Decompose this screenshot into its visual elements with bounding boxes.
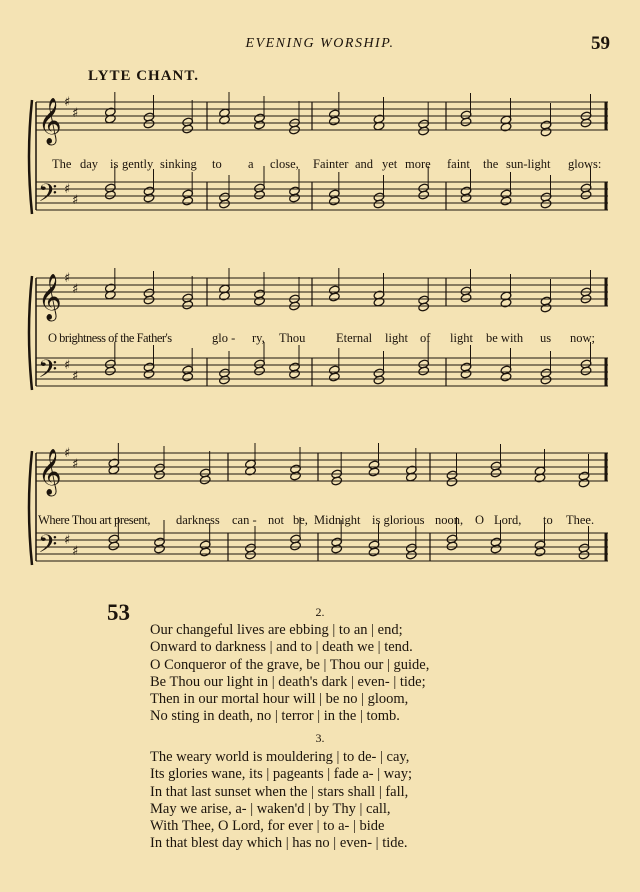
verse-line: In that blest day which | has no | even- | tide. <box>150 835 408 852</box>
system-brace <box>29 100 32 214</box>
verse-2 <box>150 622 429 726</box>
note-head <box>328 116 340 126</box>
lyric-word: Fainter <box>313 157 349 171</box>
note-head <box>104 190 116 200</box>
note-head <box>446 541 458 551</box>
lyric-word: can - <box>232 513 257 527</box>
sharp-icon: ♯ <box>72 193 79 208</box>
verse-3 <box>150 749 412 853</box>
verse-line: The weary world is mouldering | to de- | cay, <box>150 749 410 765</box>
lyric-word: close, <box>270 157 299 171</box>
verse-line: Then in our mortal hour will | be no | gloom, <box>150 691 409 708</box>
lyric-word: not <box>268 513 284 527</box>
note-head <box>182 124 194 134</box>
note-head <box>540 375 552 385</box>
note-head <box>245 550 257 560</box>
sharp-icon: ♯ <box>64 446 71 461</box>
note-head <box>373 199 385 209</box>
lyric-word: us <box>540 331 552 345</box>
lyric-word: be, <box>293 513 308 527</box>
note-head <box>182 300 194 310</box>
note-head <box>418 366 430 376</box>
sharp-icon: ♯ <box>72 282 79 297</box>
note-head <box>540 127 552 137</box>
note-head <box>580 366 592 376</box>
note-head <box>540 303 552 313</box>
verse-line: Be Thou our light in | death's dark | even- | tide; <box>150 673 426 690</box>
note-head <box>331 544 343 554</box>
system-brace <box>29 451 32 565</box>
note-head <box>460 193 472 203</box>
verse-line: Our changeful lives are ebbing | to an | end; <box>150 622 403 638</box>
note-head <box>154 470 166 480</box>
sharp-icon: ♯ <box>72 544 79 559</box>
lyric-word: Thee. <box>566 513 595 527</box>
lyric-word: sun-light <box>506 157 551 171</box>
note-head <box>580 190 592 200</box>
note-head <box>540 199 552 209</box>
lyric-word: is glorious <box>372 513 425 527</box>
note-head <box>254 120 266 130</box>
note-head <box>460 369 472 379</box>
lyric-word: O <box>475 513 485 527</box>
note-head <box>219 199 231 209</box>
note-head <box>254 366 266 376</box>
note-head <box>328 372 340 382</box>
verse-line: In that last sunset when the | stars shall | fall, <box>150 783 409 800</box>
note-head <box>418 302 430 312</box>
hymn-number: 53 <box>107 600 130 625</box>
lyric-word: Midnight <box>314 513 361 527</box>
note-head <box>104 366 116 376</box>
lyric-word: Lord, <box>494 513 522 527</box>
note-head <box>500 372 512 382</box>
note-head <box>143 295 155 305</box>
bass-clef-icon: 𝄢 <box>38 530 58 565</box>
lyric-word: and <box>355 157 374 171</box>
note-head <box>446 477 458 487</box>
note-head <box>490 468 502 478</box>
sharp-icon: ♯ <box>64 271 71 286</box>
note-head <box>219 375 231 385</box>
lyric-word: more <box>405 157 431 171</box>
note-head <box>143 369 155 379</box>
note-head <box>154 544 166 554</box>
lyric-word: be with <box>486 331 524 345</box>
sharp-icon: ♯ <box>72 106 79 121</box>
lyric-word: yet <box>382 157 398 171</box>
note-head <box>418 126 430 136</box>
note-head <box>490 544 502 554</box>
system-brace <box>29 276 32 390</box>
verse-line: May we arise, a- | waken'd | by Thy | call, <box>150 800 391 817</box>
lyric-word: glows: <box>568 157 602 171</box>
sharp-icon: ♯ <box>64 182 71 197</box>
lyric-word: is <box>110 157 119 171</box>
lyric-word: a <box>248 157 254 171</box>
note-head <box>182 196 194 206</box>
verse-number: 2. <box>315 605 325 619</box>
note-head <box>108 541 120 551</box>
verse-number: 3. <box>315 731 325 745</box>
tune-name: LYTE CHANT. <box>88 68 200 84</box>
sharp-icon: ♯ <box>72 457 79 472</box>
bass-clef-icon: 𝄢 <box>38 355 58 390</box>
lyric-word: light <box>450 331 473 345</box>
note-head <box>143 193 155 203</box>
lyric-word: Eternal <box>336 331 373 345</box>
lyric-word: noon, <box>435 513 464 527</box>
note-head <box>328 292 340 302</box>
sharp-icon: ♯ <box>64 358 71 373</box>
lyric-word: ry, <box>252 331 265 345</box>
note-head <box>199 475 211 485</box>
treble-clef-icon: 𝄞 <box>38 449 62 495</box>
note-head <box>182 372 194 382</box>
verse-line: No sting in death, no | terror | in the | tomb. <box>150 708 400 725</box>
lyric-word: light <box>385 331 408 345</box>
lyric-word: to <box>543 513 553 527</box>
note-head <box>405 550 417 560</box>
note-head <box>368 547 380 557</box>
running-title: EVENING WORSHIP. <box>245 36 395 51</box>
bass-clef-icon: 𝄢 <box>38 179 58 214</box>
note-head <box>199 547 211 557</box>
page-number: 59 <box>591 33 610 54</box>
lyric-word: of <box>420 331 431 345</box>
note-head <box>500 196 512 206</box>
lyric-word: faint <box>447 157 470 171</box>
lyric-word: Thou <box>279 331 306 345</box>
note-head <box>328 196 340 206</box>
note-head <box>418 190 430 200</box>
note-head <box>289 193 301 203</box>
sharp-icon: ♯ <box>72 369 79 384</box>
treble-clef-icon: 𝄞 <box>38 98 62 144</box>
lyric-word: Where Thou art present, <box>38 513 151 527</box>
verse-line: Onward to darkness | and to | death we | tend. <box>150 639 413 656</box>
note-head <box>254 190 266 200</box>
treble-clef-icon: 𝄞 <box>38 274 62 320</box>
note-head <box>290 471 302 481</box>
verse-line: With Thee, O Lord, for ever | to a- | bide <box>150 818 385 835</box>
lyric-word: O brightness of the Father's <box>48 331 172 345</box>
sharp-icon: ♯ <box>64 533 71 548</box>
note-head <box>460 117 472 127</box>
note-head <box>254 296 266 306</box>
note-head <box>578 478 590 488</box>
note-head <box>373 375 385 385</box>
lyric-word: sinking <box>160 157 197 171</box>
lyric-word: the <box>483 157 499 171</box>
lyric-word: now; <box>570 331 595 345</box>
note-head <box>460 293 472 303</box>
note-head <box>578 550 590 560</box>
lyric-word: glo - <box>212 331 236 345</box>
note-head <box>143 119 155 129</box>
note-head <box>368 467 380 477</box>
lyric-word: darkness <box>176 513 220 527</box>
lyric-word: to <box>212 157 222 171</box>
note-head <box>534 547 546 557</box>
verse-line: O Conqueror of the grave, be | Thou our | guide, <box>150 656 430 673</box>
lyric-word: day <box>80 157 99 171</box>
sharp-icon: ♯ <box>64 95 71 110</box>
lyric-word: gently <box>122 157 154 171</box>
note-head <box>290 541 302 551</box>
note-head <box>289 369 301 379</box>
lyric-word: The <box>52 157 72 171</box>
verse-line: Its glories wane, its | pageants | fade a- | way; <box>150 766 412 783</box>
